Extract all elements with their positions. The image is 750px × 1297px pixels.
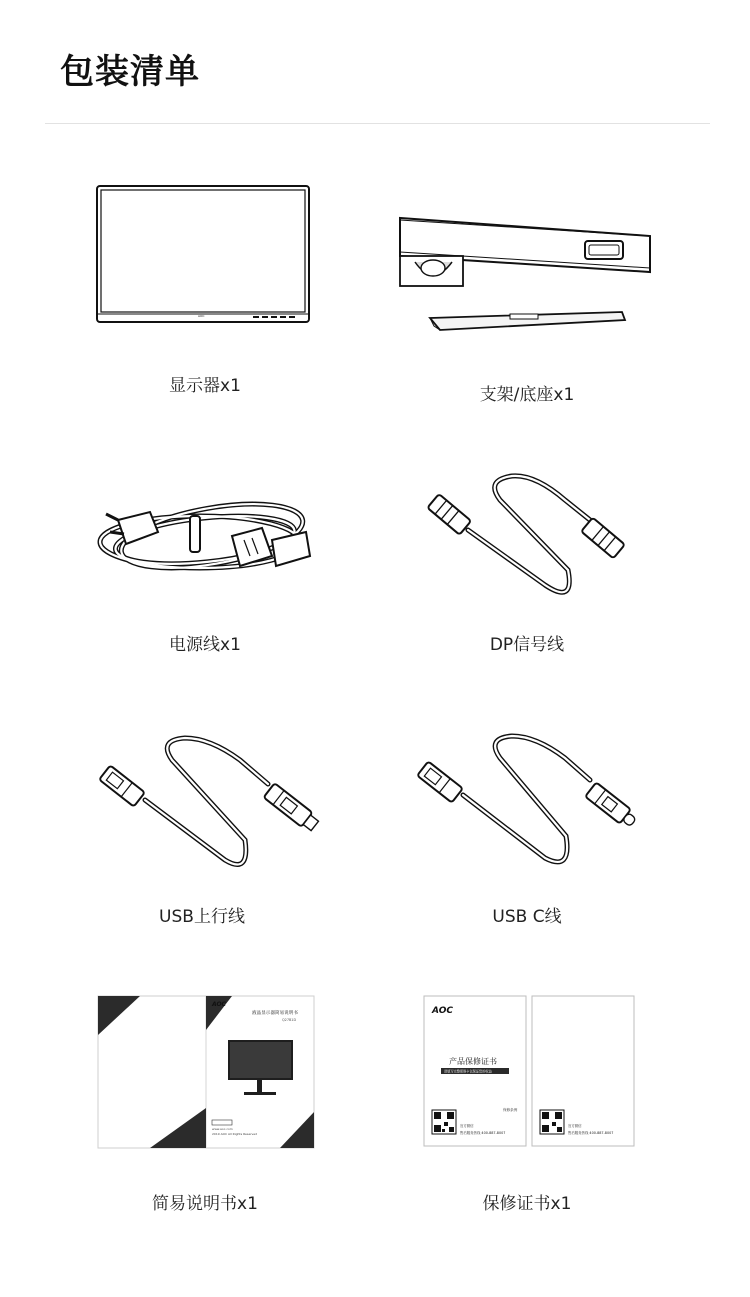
item-label: 电源线x1 xyxy=(169,635,241,655)
item-label: USB C线 xyxy=(492,907,562,927)
qr-code-icon xyxy=(432,1110,456,1134)
warranty-right-heading: 保修条例 xyxy=(503,1108,518,1112)
item-label: USB上行线 xyxy=(159,907,245,927)
warranty-banner: 请填写完整保修卡以保证您的权益 xyxy=(444,1069,492,1074)
warranty-service-3: 官方微信 xyxy=(568,1124,582,1128)
item-label: 保修证书x1 xyxy=(482,1194,572,1214)
qr-code-icon xyxy=(540,1110,564,1134)
warranty-service-2: 售后服务热线 400-887-8007 xyxy=(460,1131,506,1135)
guide-footer-1: www.aoc.com xyxy=(212,1127,233,1131)
warranty-title: 产品保修证书 xyxy=(449,1057,497,1066)
item-label: 显示器x1 xyxy=(169,376,241,396)
item-label: DP信号线 xyxy=(489,635,565,655)
guide-title: 液晶显示器简易说明书 xyxy=(252,1011,298,1016)
warranty-service-4: 售后服务热线 400-887-8007 xyxy=(568,1131,614,1135)
item-label: 支架/底座x1 xyxy=(479,385,575,405)
warranty-service-1: 官方微信 xyxy=(460,1124,474,1128)
svg-text:AOC: AOC xyxy=(198,314,205,318)
warranty-brand: AOC xyxy=(432,1006,453,1016)
guide-brand: AOC xyxy=(212,1001,226,1008)
page-title: 包装清单 xyxy=(60,52,200,92)
item-label: 简易说明书x1 xyxy=(152,1194,258,1214)
guide-model: Q27B1D xyxy=(282,1018,297,1022)
guide-footer-2: 2019 AOC All Rights Reserved xyxy=(212,1132,258,1136)
